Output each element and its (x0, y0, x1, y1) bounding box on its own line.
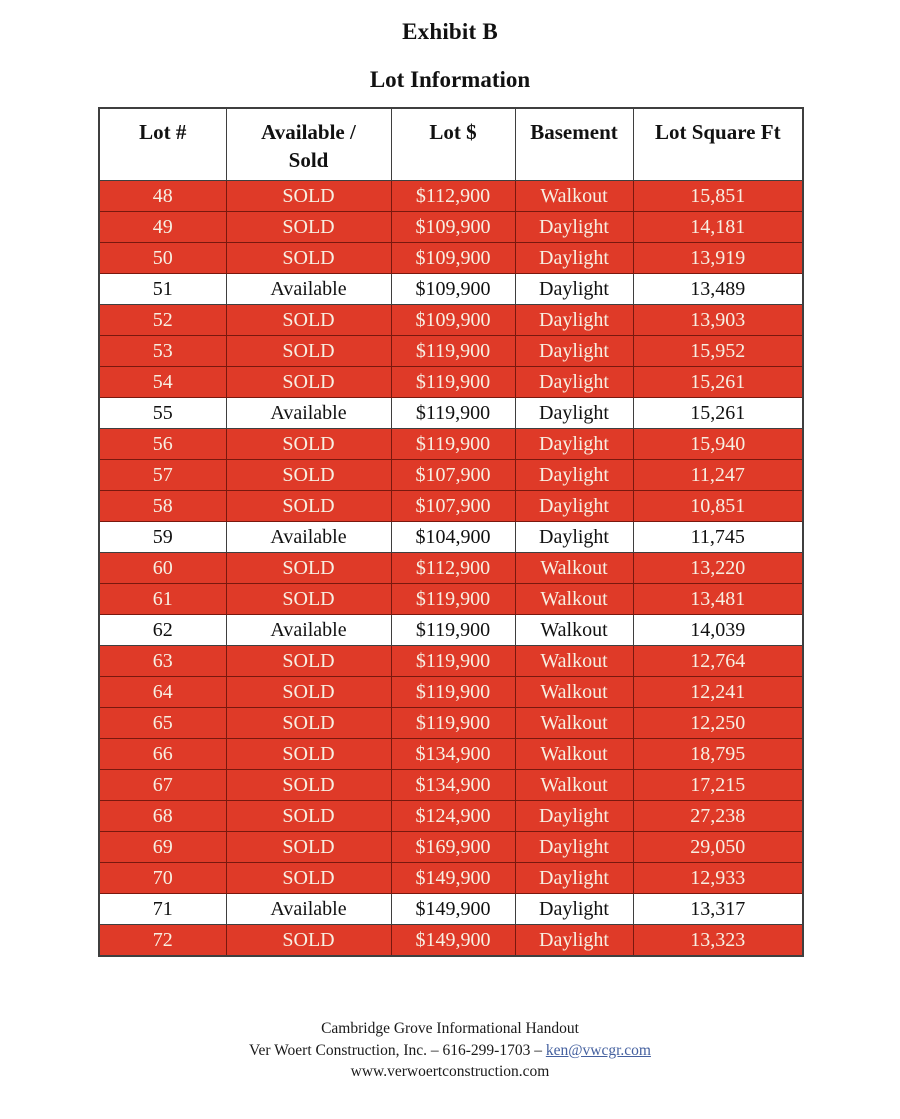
footer-contact-line (0, 1040, 900, 1062)
cell-lot-number: 69 (99, 832, 226, 863)
cell-square-ft: 18,795 (633, 739, 803, 770)
header-basement (515, 108, 633, 181)
cell-basement: Daylight (515, 460, 633, 491)
cell-status: Available (226, 615, 391, 646)
table-row (99, 491, 803, 522)
table-row (99, 584, 803, 615)
cell-lot-price: $109,900 (391, 274, 515, 305)
table-row (99, 863, 803, 894)
header-row (99, 108, 803, 181)
cell-status: Available (226, 522, 391, 553)
cell-square-ft: 13,220 (633, 553, 803, 584)
cell-lot-price: $134,900 (391, 770, 515, 801)
cell-lot-price: $119,900 (391, 336, 515, 367)
cell-basement: Walkout (515, 708, 633, 739)
cell-square-ft: 12,764 (633, 646, 803, 677)
cell-lot-price: $107,900 (391, 491, 515, 522)
cell-status: SOLD (226, 491, 391, 522)
cell-basement: Daylight (515, 305, 633, 336)
cell-lot-number: 71 (99, 894, 226, 925)
header-lot-square-ft (633, 108, 803, 181)
cell-square-ft: 13,489 (633, 274, 803, 305)
cell-square-ft: 10,851 (633, 491, 803, 522)
cell-lot-number: 55 (99, 398, 226, 429)
cell-basement: Daylight (515, 274, 633, 305)
cell-basement: Walkout (515, 615, 633, 646)
header-lot-price-label: Lot $ (429, 120, 477, 144)
cell-square-ft: 13,919 (633, 243, 803, 274)
cell-status: SOLD (226, 553, 391, 584)
cell-basement: Walkout (515, 739, 633, 770)
cell-status: Available (226, 274, 391, 305)
cell-basement: Daylight (515, 367, 633, 398)
cell-lot-number: 58 (99, 491, 226, 522)
cell-square-ft: 13,323 (633, 925, 803, 957)
cell-lot-price: $119,900 (391, 708, 515, 739)
cell-lot-number: 72 (99, 925, 226, 957)
cell-lot-price: $119,900 (391, 398, 515, 429)
cell-basement: Daylight (515, 429, 633, 460)
table-row (99, 274, 803, 305)
cell-lot-price: $119,900 (391, 429, 515, 460)
cell-basement: Daylight (515, 832, 633, 863)
table-row (99, 832, 803, 863)
table-row (99, 801, 803, 832)
header-lot-number-label: Lot # (139, 120, 187, 144)
cell-square-ft: 11,745 (633, 522, 803, 553)
cell-lot-number: 57 (99, 460, 226, 491)
cell-lot-price: $169,900 (391, 832, 515, 863)
page-footer (0, 1018, 900, 1083)
table-row (99, 181, 803, 212)
cell-lot-price: $124,900 (391, 801, 515, 832)
cell-lot-price: $109,900 (391, 212, 515, 243)
cell-status: Available (226, 894, 391, 925)
cell-status: SOLD (226, 243, 391, 274)
table-row (99, 615, 803, 646)
cell-basement: Daylight (515, 801, 633, 832)
cell-square-ft: 12,933 (633, 863, 803, 894)
footer-handout-line: Cambridge Grove Informational Handout (321, 1020, 579, 1037)
cell-square-ft: 14,039 (633, 615, 803, 646)
cell-basement: Walkout (515, 553, 633, 584)
cell-square-ft: 27,238 (633, 801, 803, 832)
header-lot-square-ft-label: Lot Square Ft (654, 120, 781, 144)
cell-lot-price: $119,900 (391, 646, 515, 677)
cell-square-ft: 11,247 (633, 460, 803, 491)
header-basement-label: Basement (530, 120, 618, 144)
header-lot-price (391, 108, 515, 181)
cell-lot-number: 54 (99, 367, 226, 398)
cell-lot-number: 67 (99, 770, 226, 801)
cell-status: SOLD (226, 429, 391, 460)
cell-square-ft: 17,215 (633, 770, 803, 801)
cell-lot-price: $104,900 (391, 522, 515, 553)
table-row (99, 770, 803, 801)
cell-basement: Walkout (515, 677, 633, 708)
cell-status: SOLD (226, 708, 391, 739)
cell-basement: Walkout (515, 584, 633, 615)
cell-status: SOLD (226, 770, 391, 801)
cell-lot-number: 62 (99, 615, 226, 646)
cell-basement: Walkout (515, 181, 633, 212)
cell-square-ft: 12,250 (633, 708, 803, 739)
cell-basement: Daylight (515, 863, 633, 894)
cell-lot-price: $119,900 (391, 677, 515, 708)
table-row (99, 336, 803, 367)
cell-lot-number: 60 (99, 553, 226, 584)
cell-lot-number: 61 (99, 584, 226, 615)
cell-lot-price: $109,900 (391, 305, 515, 336)
table-row (99, 894, 803, 925)
table-row (99, 677, 803, 708)
cell-lot-number: 48 (99, 181, 226, 212)
cell-status: SOLD (226, 925, 391, 957)
page-subtitle: Lot Information (369, 67, 531, 92)
cell-basement: Daylight (515, 925, 633, 957)
cell-lot-number: 53 (99, 336, 226, 367)
cell-lot-number: 64 (99, 677, 226, 708)
cell-lot-number: 59 (99, 522, 226, 553)
table-row (99, 925, 803, 957)
cell-status: Available (226, 398, 391, 429)
cell-lot-price: $107,900 (391, 460, 515, 491)
cell-lot-price: $134,900 (391, 739, 515, 770)
cell-lot-number: 66 (99, 739, 226, 770)
cell-basement: Daylight (515, 491, 633, 522)
cell-status: SOLD (226, 460, 391, 491)
table-row (99, 522, 803, 553)
cell-status: SOLD (226, 739, 391, 770)
cell-status: SOLD (226, 367, 391, 398)
header-lot-number (99, 108, 226, 181)
cell-status: SOLD (226, 336, 391, 367)
header-available-sold (226, 108, 391, 181)
cell-lot-number: 51 (99, 274, 226, 305)
cell-status: SOLD (226, 677, 391, 708)
cell-lot-price: $112,900 (391, 181, 515, 212)
cell-status: SOLD (226, 212, 391, 243)
table-row (99, 243, 803, 274)
table-row (99, 305, 803, 336)
cell-status: SOLD (226, 584, 391, 615)
cell-basement: Daylight (515, 336, 633, 367)
cell-status: SOLD (226, 832, 391, 863)
cell-lot-price: $149,900 (391, 894, 515, 925)
cell-lot-price: $149,900 (391, 925, 515, 957)
cell-lot-number: 65 (99, 708, 226, 739)
lot-table-body (99, 181, 803, 957)
footer-website-line: www.verwoertconstruction.com (350, 1063, 550, 1080)
cell-lot-price: $112,900 (391, 553, 515, 584)
cell-status: SOLD (226, 646, 391, 677)
cell-square-ft: 13,481 (633, 584, 803, 615)
cell-status: SOLD (226, 801, 391, 832)
cell-lot-price: $149,900 (391, 863, 515, 894)
cell-square-ft: 29,050 (633, 832, 803, 863)
cell-lot-number: 50 (99, 243, 226, 274)
cell-square-ft: 15,851 (633, 181, 803, 212)
cell-lot-price: $119,900 (391, 615, 515, 646)
cell-square-ft: 14,181 (633, 212, 803, 243)
cell-square-ft: 12,241 (633, 677, 803, 708)
footer-contact-text: Ver Woert Construction, Inc. – 616-299-1703 – (249, 1041, 546, 1059)
lot-table (98, 107, 804, 957)
table-row (99, 429, 803, 460)
table-row (99, 212, 803, 243)
cell-status: SOLD (226, 181, 391, 212)
cell-lot-number: 52 (99, 305, 226, 336)
cell-basement: Daylight (515, 522, 633, 553)
cell-basement: Daylight (515, 894, 633, 925)
cell-basement: Walkout (515, 770, 633, 801)
cell-square-ft: 15,952 (633, 336, 803, 367)
cell-basement: Walkout (515, 646, 633, 677)
table-row (99, 646, 803, 677)
page-title: Exhibit B (402, 19, 498, 44)
table-row (99, 553, 803, 584)
cell-lot-price: $109,900 (391, 243, 515, 274)
table-row (99, 398, 803, 429)
cell-basement: Daylight (515, 212, 633, 243)
cell-basement: Daylight (515, 398, 633, 429)
cell-lot-number: 63 (99, 646, 226, 677)
cell-lot-price: $119,900 (391, 367, 515, 398)
header-available-sold-line2: Sold (288, 148, 329, 172)
email-link[interactable]: ken@vwcgr.com (545, 1041, 651, 1059)
cell-lot-number: 70 (99, 863, 226, 894)
cell-lot-number: 56 (99, 429, 226, 460)
cell-square-ft: 13,903 (633, 305, 803, 336)
table-row (99, 708, 803, 739)
cell-square-ft: 13,317 (633, 894, 803, 925)
cell-lot-number: 68 (99, 801, 226, 832)
cell-square-ft: 15,261 (633, 398, 803, 429)
cell-status: SOLD (226, 305, 391, 336)
cell-square-ft: 15,940 (633, 429, 803, 460)
cell-status: SOLD (226, 863, 391, 894)
table-row (99, 367, 803, 398)
cell-lot-price: $119,900 (391, 584, 515, 615)
lot-table-header (99, 108, 803, 181)
cell-basement: Daylight (515, 243, 633, 274)
cell-square-ft: 15,261 (633, 367, 803, 398)
cell-lot-number: 49 (99, 212, 226, 243)
table-row (99, 460, 803, 491)
header-available-sold-line1: Available / (261, 120, 356, 144)
table-row (99, 739, 803, 770)
